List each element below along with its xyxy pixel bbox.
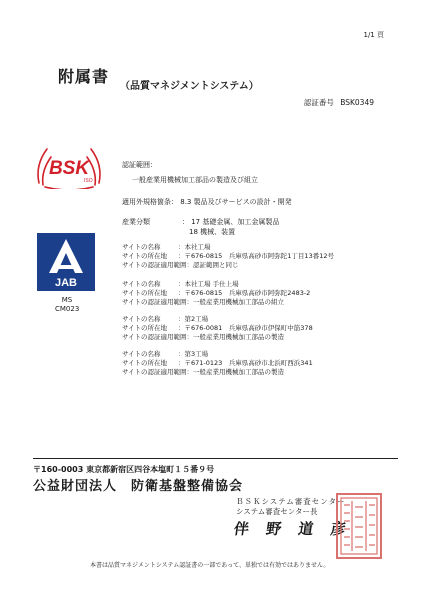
site-address-row [122,252,334,261]
site-name-row [122,280,310,289]
review-center-name: ＢＳＫシステム審査センター [236,497,346,506]
site-name: ：本社工場 手仕上場 [178,280,239,288]
site-address: ：〒676-0815 兵庫県高砂市阿弥陀1丁目13番12号 [178,252,334,260]
site-address-row [122,324,313,333]
site-scope-row [122,333,313,342]
site-address-row [122,359,313,368]
footer-organization: 公益財団法人 防衛基盤整備協会 [33,479,244,494]
site-scope-row [122,368,313,377]
document-title: 附属書 [58,67,110,86]
industry-label: 産業分類 [122,218,150,226]
site-scope: ：一般産業用機械加工部品の製造 [186,333,285,341]
site-address-label: サイトの所在地 [122,289,168,297]
site-name: ：第3工場 [178,350,209,358]
site-address: ：〒671-0123 兵庫県高砂市北浜町西浜341 [178,359,313,367]
scope-text: 一般産業用機械加工部品の製造及び組立 [132,176,258,184]
jab-code [55,296,79,314]
site-name: ：本社工場 [178,243,211,251]
site-name-label: サイトの名称 [122,315,161,323]
site-scope: ：認証範囲と同じ [186,261,239,269]
document-subtitle: （品質マネジメントシステム） [120,81,259,92]
industry-item: 18 機械、装置 [189,228,236,236]
site-block [122,350,313,377]
site-name: ：第2工場 [178,315,209,323]
site-address: ：〒676-0815 兵庫県高砂市阿弥陀2483-2 [178,289,311,297]
site-name-row [122,315,313,324]
site-block [122,243,334,270]
footer-divider [33,458,398,459]
bsk-logo [33,143,105,189]
bsk-logo-sub: ISO [84,178,93,184]
bsk-logo-text: BSK [48,158,90,179]
site-address: ：〒676-0081 兵庫県高砂市伊保町中筋378 [178,324,313,332]
scope-label: 認証範囲： [122,161,157,169]
site-scope-row [122,261,334,270]
certificate-number-label: 認証番号 [303,98,334,107]
exclusion-label: 適用外規格箇条： [122,198,178,206]
footer-address: 〒160-0003 東京都新宿区四谷本塩町１５番９号 [33,465,215,474]
site-address-label: サイトの所在地 [122,324,168,332]
site-scope: ：一般産業用機械加工部品の製造 [186,368,285,376]
certificate-number-value: BSK0349 [340,98,374,107]
signature: 伴 野 道 彦 [232,520,353,538]
site-scope-label: サイトの認証適用範囲 [122,298,187,306]
jab-ms-label: MS [61,296,73,304]
site-name-label: サイトの名称 [122,243,161,251]
site-address-label: サイトの所在地 [122,359,168,367]
site-name-label: サイトの名称 [122,280,161,288]
exclusion [122,197,292,207]
jab-logo-text: JAB [54,277,78,289]
site-scope: ：一般産業用機械加工部品の組立 [186,298,285,306]
site-address-label: サイトの所在地 [122,252,168,260]
site-block [122,280,310,307]
site-name-label: サイトの名称 [122,350,161,358]
site-scope-label: サイトの認証適用範囲 [122,368,187,376]
jab-accreditation-logo [37,233,95,291]
site-address-row [122,289,310,298]
footer-note: 本書は品質マネジメントシステム認証書の一部であって、単独では有効ではありません。 [90,562,330,569]
site-scope-label: サイトの認証適用範囲 [122,261,187,269]
industry-item: ： 17 基礎金属、加工金属製品 [182,218,280,226]
site-name-row [122,243,334,252]
exclusion-text: 8.3 製品及びサービスの設計・開発 [180,198,292,206]
site-scope-row [122,298,310,307]
official-seal [336,493,382,559]
page-number: 1/1 頁 [363,31,384,39]
certificate-number [304,97,374,108]
jab-code-label: CM023 [55,305,80,313]
site-scope-label: サイトの認証適用範囲 [122,333,187,341]
review-center-director: システム審査センター長 [236,507,318,516]
site-name-row [122,350,313,359]
site-block [122,315,313,342]
